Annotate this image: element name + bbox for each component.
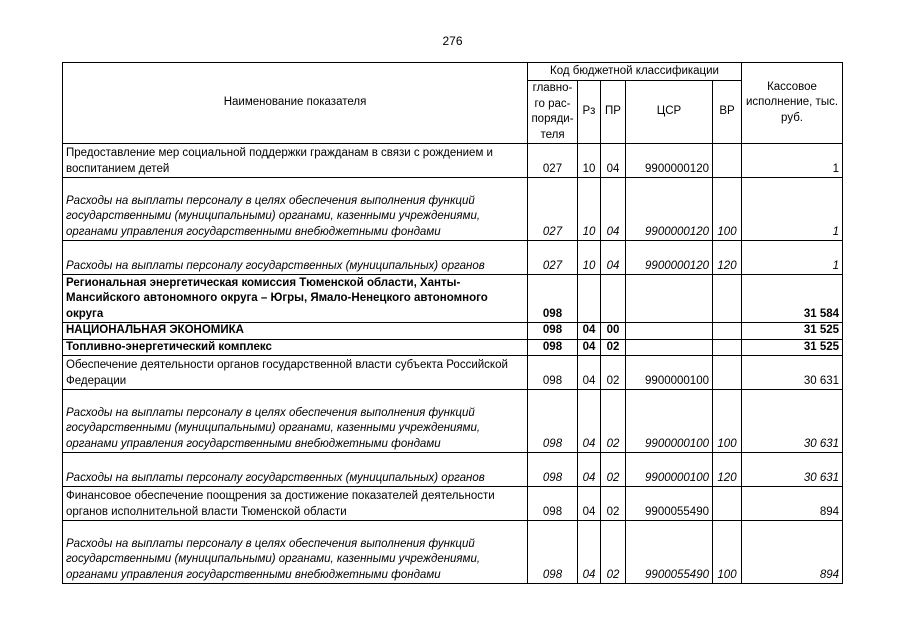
row-amount: 1 [742,178,843,241]
row-code-csr [626,275,713,323]
row-code-vr [713,356,742,390]
table-row [63,275,843,323]
header-amount: Кассовое исполнение, тыс. руб. [742,63,843,144]
row-code-pr [601,275,626,323]
table-row [63,144,843,178]
row-name: НАЦИОНАЛЬНАЯ ЭКОНОМИКА [63,323,528,340]
row-code-gr: 098 [528,323,578,340]
row-code-rz: 04 [578,323,601,340]
row-code-rz: 10 [578,178,601,241]
row-code-csr: 9900000100 [626,356,713,390]
table-row [63,323,843,340]
row-code-csr [626,339,713,356]
row-code-rz: 04 [578,521,601,584]
header-code-rz: Рз [578,81,601,144]
header-code-vr: ВР [713,81,742,144]
row-code-csr: 9900000120 [626,241,713,275]
row-code-gr: 098 [528,339,578,356]
header-code-csr: ЦСР [626,81,713,144]
row-code-pr: 02 [601,390,626,453]
table-row [63,390,843,453]
row-name: Расходы на выплаты персоналу в целях обеспечения выполнения функций государственными (муниципальными) органами, казенными учреждениями, органами управления государственными внебюджетными фондами [63,178,528,241]
row-code-csr: 9900000100 [626,453,713,487]
row-code-vr: 100 [713,521,742,584]
row-code-gr: 098 [528,453,578,487]
row-amount: 894 [742,521,843,584]
header-code-group: Код бюджетной классификации [528,63,742,81]
table-body [63,144,843,584]
row-code-rz: 04 [578,390,601,453]
row-amount: 1 [742,144,843,178]
row-amount: 30 631 [742,356,843,390]
row-code-vr: 100 [713,178,742,241]
row-code-vr [713,487,742,521]
row-name: Топливно-энергетический комплекс [63,339,528,356]
row-code-gr: 098 [528,390,578,453]
header-code-gr: главно-го рас-поряди-теля [528,81,578,144]
row-code-csr: 9900000120 [626,178,713,241]
row-code-csr: 9900055490 [626,487,713,521]
row-code-gr: 098 [528,521,578,584]
table-row [63,453,843,487]
row-code-vr [713,144,742,178]
row-code-vr [713,339,742,356]
row-code-gr: 098 [528,487,578,521]
row-code-pr: 00 [601,323,626,340]
row-code-pr: 02 [601,356,626,390]
row-code-csr: 9900055490 [626,521,713,584]
table-row [63,339,843,356]
row-code-pr: 04 [601,241,626,275]
row-code-vr: 100 [713,390,742,453]
row-name: Расходы на выплаты персоналу государственных (муниципальных) органов [63,453,528,487]
row-code-pr: 02 [601,339,626,356]
row-amount: 31 525 [742,323,843,340]
row-code-vr: 120 [713,453,742,487]
table-row [63,178,843,241]
row-name: Финансовое обеспечение поощрения за достижение показателей деятельности органов исполнительной власти Тюменской области [63,487,528,521]
row-code-csr: 9900000120 [626,144,713,178]
row-code-gr: 027 [528,241,578,275]
header-name: Наименование показателя [63,63,528,144]
row-name: Региональная энергетическая комиссия Тюменской области, Ханты-Мансийского автономного округа – Югры, Ямало-Ненецкого автономного округа [63,275,528,323]
table-row [63,241,843,275]
row-code-gr: 027 [528,178,578,241]
table-row [63,356,843,390]
row-amount: 30 631 [742,453,843,487]
row-amount: 30 631 [742,390,843,453]
row-amount: 31 584 [742,275,843,323]
row-code-rz: 10 [578,241,601,275]
row-code-rz: 04 [578,487,601,521]
row-code-pr: 02 [601,487,626,521]
row-name: Предоставление мер социальной поддержки гражданам в связи с рождением и воспитанием детей [63,144,528,178]
row-code-rz: 04 [578,453,601,487]
row-code-gr: 098 [528,275,578,323]
row-name: Расходы на выплаты персоналу в целях обеспечения выполнения функций государственными (муниципальными) органами, казенными учреждениями, органами управления государственными внебюджетными фондами [63,521,528,584]
row-code-gr: 098 [528,356,578,390]
header-code-pr: ПР [601,81,626,144]
row-code-vr [713,323,742,340]
row-code-rz: 04 [578,339,601,356]
row-code-vr: 120 [713,241,742,275]
row-code-gr: 027 [528,144,578,178]
row-code-pr: 02 [601,453,626,487]
row-amount: 31 525 [742,339,843,356]
row-code-pr: 02 [601,521,626,584]
row-code-rz [578,275,601,323]
row-code-vr [713,275,742,323]
table-header [63,63,843,144]
row-name: Расходы на выплаты персоналу государственных (муниципальных) органов [63,241,528,275]
row-amount: 1 [742,241,843,275]
row-code-csr [626,323,713,340]
page-number: 276 [442,34,463,48]
table-row [63,521,843,584]
row-amount: 894 [742,487,843,521]
table-row [63,487,843,521]
budget-table [62,62,843,584]
row-name: Обеспечение деятельности органов государственной власти субъекта Российской Федерации [63,356,528,390]
row-code-pr: 04 [601,178,626,241]
row-code-csr: 9900000100 [626,390,713,453]
row-code-pr: 04 [601,144,626,178]
row-code-rz: 04 [578,356,601,390]
row-code-rz: 10 [578,144,601,178]
row-name: Расходы на выплаты персоналу в целях обеспечения выполнения функций государственными (муниципальными) органами, казенными учреждениями, органами управления государственными внебюджетными фондами [63,390,528,453]
